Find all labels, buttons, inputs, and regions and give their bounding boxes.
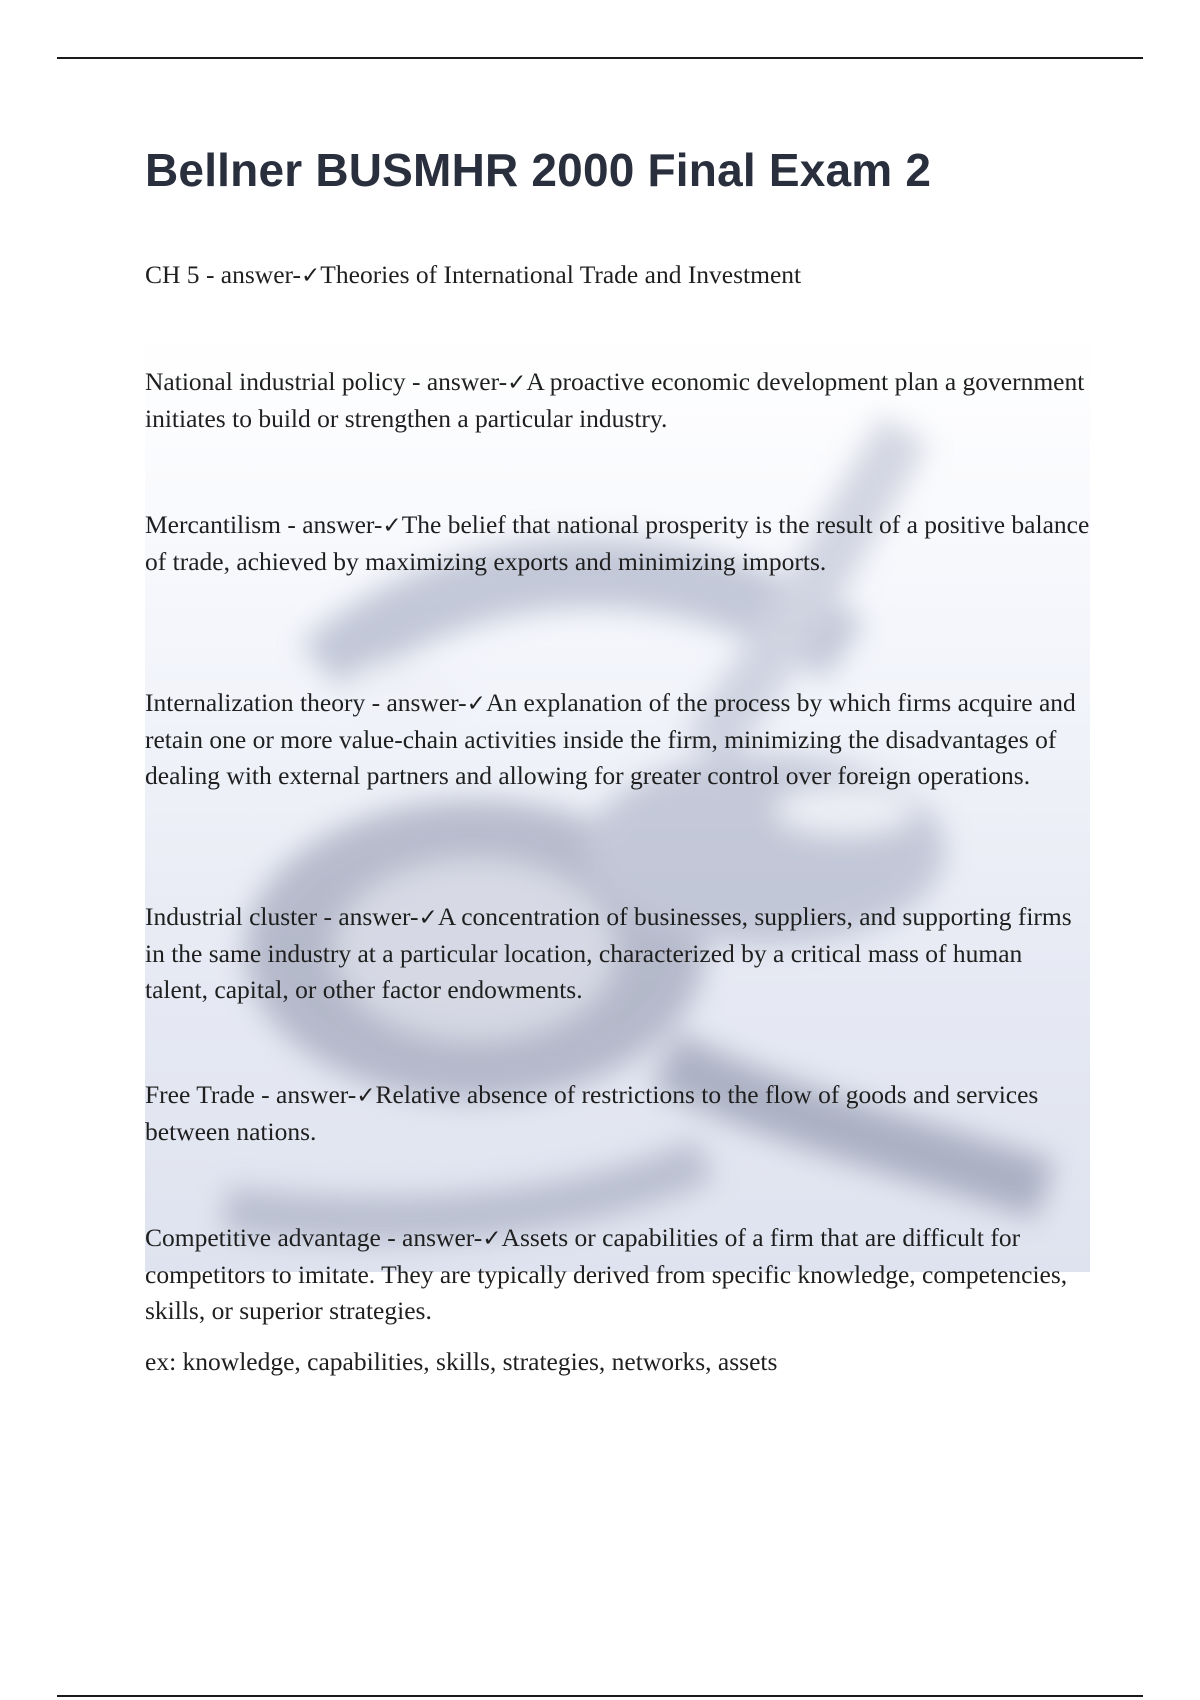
entry-definition: A concentration of businesses, suppliers, and supporting firms in the same industry at a particular location, characterized by a critical mass of human talent, capital, or other factor endowments. [145, 902, 1072, 1004]
entry-definition: Relative absence of restrictions to the flow of goods and services between nations. [145, 1080, 1039, 1146]
entry-mercantilism [145, 507, 1090, 580]
entry-term: Free Trade [145, 1080, 255, 1109]
entry-term: Mercantilism [145, 510, 281, 539]
entry-separator: - answer- [365, 688, 467, 717]
entry-free-trade [145, 1077, 1090, 1150]
example-note: ex: knowledge, capabilities, skills, strategies, networks, assets [145, 1347, 778, 1376]
entry-separator: - answer- [405, 367, 508, 396]
entry-separator: - answer- [317, 902, 419, 931]
entry-separator: - answer- [254, 1080, 357, 1109]
check-icon: ✓ [356, 1083, 376, 1109]
entry-ch5 [145, 257, 1090, 294]
bottom-rule [57, 1695, 1143, 1697]
entry-definition: The belief that national prosperity is the result of a positive balance of trade, achieved by maximizing exports and minimizing imports. [145, 510, 1090, 576]
check-icon: ✓ [466, 691, 486, 717]
entry-definition: An explanation of the process by which firms acquire and retain one or more value-chain activities inside the firm, minimizing the disadvantages of dealing with external partners and allowing for greater control over foreign operations. [145, 688, 1076, 790]
entry-competitive-advantage [145, 1220, 1090, 1329]
check-icon: ✓ [382, 513, 402, 539]
entry-term: CH 5 [145, 260, 200, 289]
entry-definition: A proactive economic development plan a government initiates to build or strengthen a particular industry. [145, 367, 1085, 433]
entry-definition: Theories of International Trade and Investment [320, 260, 802, 289]
entry-term: National industrial policy [145, 367, 406, 396]
check-icon: ✓ [482, 1226, 502, 1252]
entry-term: Industrial cluster [145, 902, 318, 931]
check-icon: ✓ [507, 370, 527, 396]
entry-national-industrial-policy [145, 364, 1090, 437]
entry-term: Competitive advantage [145, 1223, 381, 1252]
top-rule [57, 57, 1143, 59]
entry-separator: - answer- [199, 260, 302, 289]
entry-separator: - answer- [280, 510, 383, 539]
entry-separator: - answer- [380, 1223, 483, 1252]
entry-internalization-theory [145, 685, 1090, 794]
entry-industrial-cluster [145, 899, 1090, 1008]
check-icon: ✓ [301, 263, 321, 289]
check-icon: ✓ [418, 905, 438, 931]
entry-definition: Assets or capabilities of a firm that are difficult for competitors to imitate. They are typically derived from specific knowledge, competencies, skills, or superior strategies. [145, 1223, 1068, 1325]
entry-term: Internalization theory [145, 688, 366, 717]
document-title: Bellner BUSMHR 2000 Final Exam 2 [145, 144, 932, 196]
